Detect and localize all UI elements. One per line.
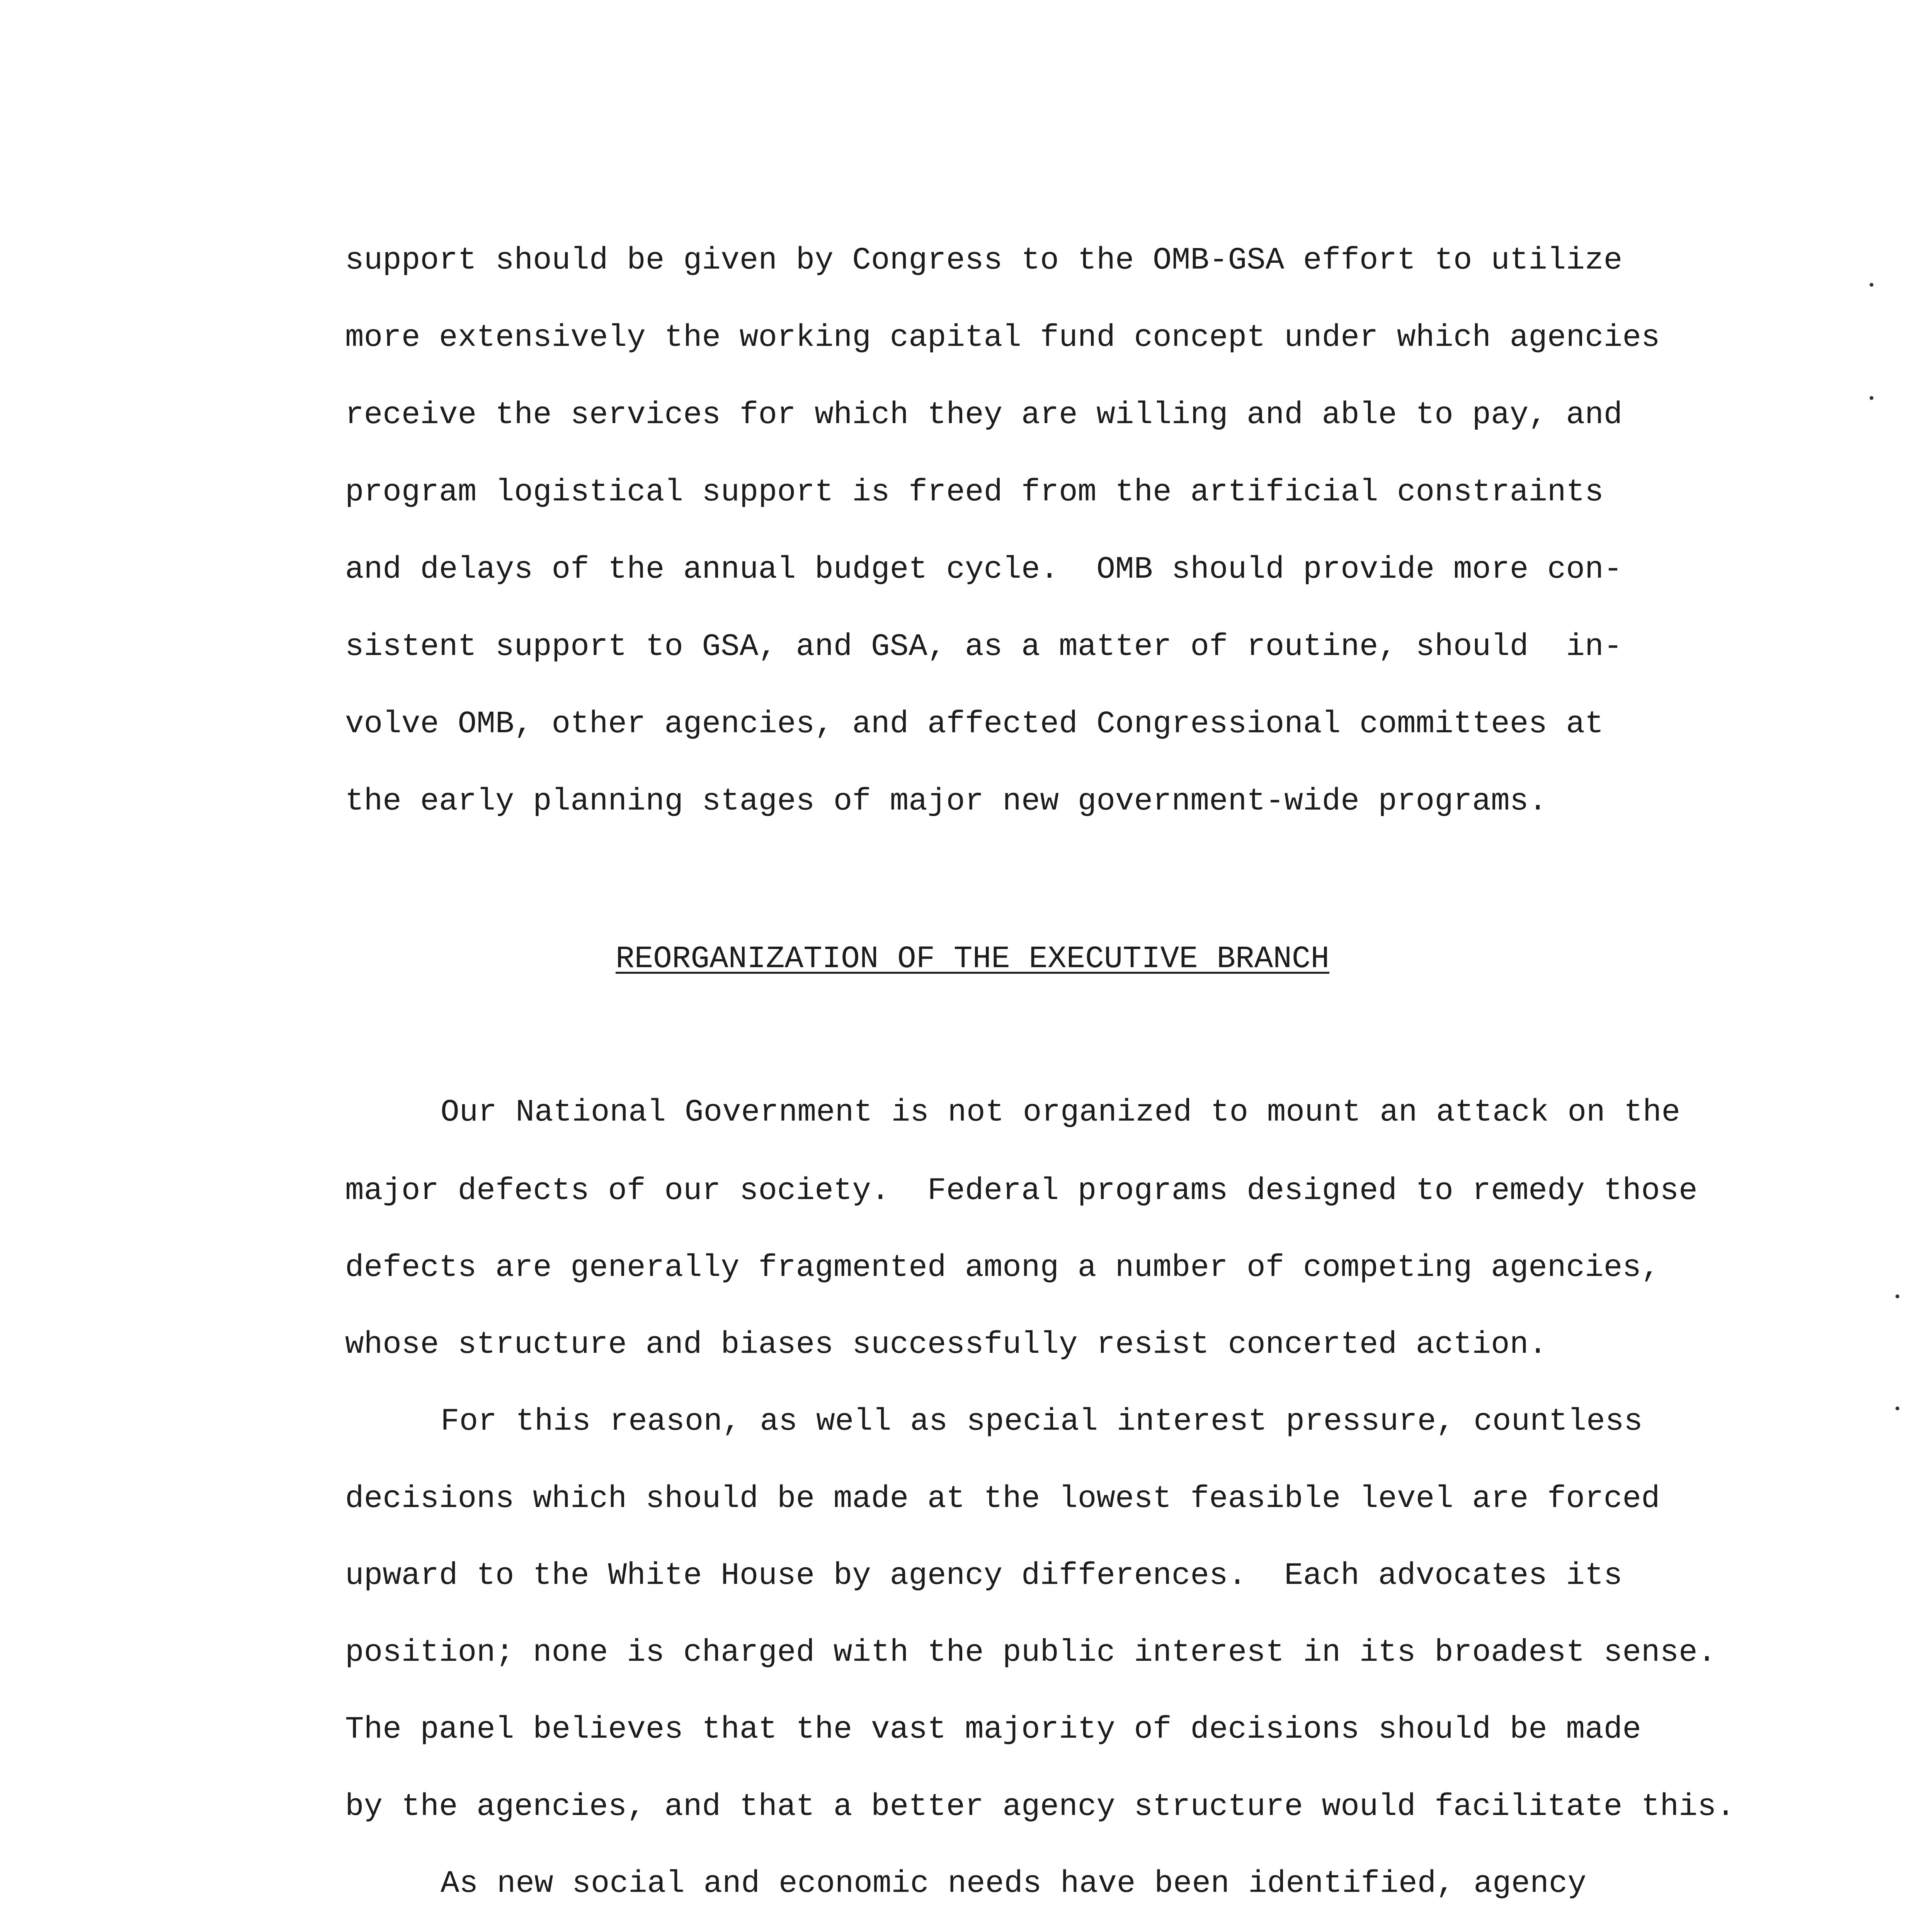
- text-line: and delays of the annual budget cycle. OMB should provide more con-: [345, 552, 1623, 587]
- text-line: decisions which should be made at the lowest feasible level are forced: [345, 1481, 1660, 1517]
- text-line: program logistical support is freed from the artificial constraints: [345, 475, 1604, 510]
- text-line: position; none is charged with the public interest in its broadest sense.: [345, 1635, 1717, 1670]
- text-line: receive the services for which they are willing and able to pay, and: [345, 398, 1623, 433]
- text-line: by the agencies, and that a better agency structure would facilitate this.: [345, 1789, 1735, 1825]
- text-line: For this reason, as well as special interest pressure, countless: [441, 1404, 1643, 1439]
- text-line: upward to the White House by agency differences. Each advocates its: [345, 1558, 1623, 1594]
- text-line: Our National Government is not organized to mount an attack on the: [441, 1095, 1681, 1130]
- text-line: The panel believes that the vast majority of decisions should be made: [345, 1712, 1641, 1747]
- section-heading: REORGANIZATION OF THE EXECUTIVE BRANCH: [616, 942, 1330, 977]
- text-line: major defects of our society. Federal programs designed to remedy those: [345, 1173, 1698, 1209]
- scan-speck: [1870, 396, 1873, 400]
- text-line: sistent support to GSA, and GSA, as a matter of routine, should in-: [345, 629, 1623, 665]
- text-line: volve OMB, other agencies, and affected Congressional committees at: [345, 707, 1604, 742]
- text-line: the early planning stages of major new government-wide programs.: [345, 784, 1547, 819]
- text-line: support should be given by Congress to the OMB-GSA effort to utilize: [345, 243, 1623, 278]
- scan-speck: [1870, 283, 1873, 287]
- text-line: whose structure and biases successfully resist concerted action.: [345, 1327, 1547, 1362]
- scan-speck: [1895, 1294, 1899, 1298]
- text-line: As new social and economic needs have been identified, agency: [441, 1866, 1587, 1901]
- scan-speck: [1895, 1406, 1899, 1410]
- text-line: defects are generally fragmented among a number of competing agencies,: [345, 1250, 1660, 1286]
- text-line: more extensively the working capital fund concept under which agencies: [345, 320, 1660, 355]
